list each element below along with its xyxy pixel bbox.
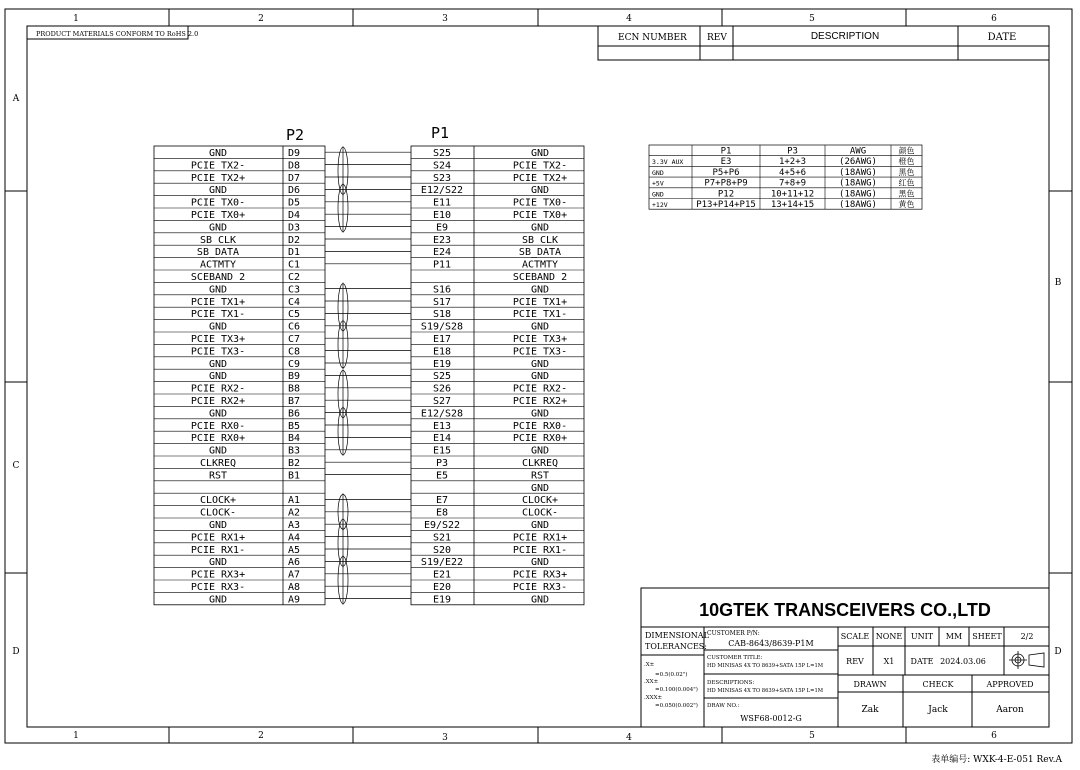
p1-signal-name: GND [530, 482, 550, 494]
p2-pin-number: A1 [287, 495, 301, 507]
dim-tol-label-1: DIMENSIONAL [645, 631, 709, 640]
scale-value: NONE [875, 632, 903, 641]
p2-pin-number: D9 [287, 148, 301, 159]
p1-pin-number: S19/E22 [420, 557, 464, 569]
p2-signal-name: PCIE RX3+ [190, 569, 246, 581]
power-table-cell: (18AWG) [839, 189, 877, 200]
p2-pin-number: C6 [287, 321, 301, 333]
p2-pin-number: D7 [287, 172, 301, 184]
descriptions: HD MINISAS 4X TO 8639+SATA 15P L=1M [707, 688, 824, 694]
rev-value: X1 [883, 657, 895, 666]
bottom-col-5: 5 [809, 731, 815, 741]
p2-pin-number: B3 [287, 445, 301, 457]
form-number: 表单编号: WXK-4-E-051 Rev.A [931, 755, 1062, 765]
p1-pin-number: P11 [432, 259, 452, 271]
p1-pin-number: S25 [432, 148, 452, 159]
right-row-d: D [1054, 647, 1062, 657]
approved-label: APPROVED [986, 680, 1034, 689]
p2-signal-name: PCIE RX3- [190, 582, 246, 593]
p1-pin-number: E9/S22 [423, 520, 461, 531]
p1-signal-name: GND [530, 408, 550, 420]
p2-pin-number: D4 [287, 210, 301, 221]
p1-signal-name: PCIE TX1+ [512, 296, 568, 308]
p1-pin-number: E20 [432, 582, 452, 593]
p1-signal-name: GND [530, 148, 550, 159]
p2-pin-number: D5 [287, 197, 301, 209]
tol-1-label: .X± [644, 662, 655, 668]
bottom-col-1: 1 [73, 731, 79, 741]
p2-signal-name: PCIE RX1- [190, 544, 246, 556]
dim-tol-label-2: TOLERANCES: [645, 642, 707, 651]
p2-pin-number: A3 [287, 520, 301, 531]
p1-signal-name: GND [530, 321, 550, 333]
p1-signal-name: PCIE RX3+ [512, 569, 568, 581]
p1-signal-name: PCIE TX0- [512, 197, 568, 209]
power-table [649, 145, 922, 210]
power-table-cell: 红色 [898, 178, 915, 188]
date-label: DATE [910, 657, 934, 666]
p2-signal-name: GND [208, 371, 228, 383]
p1-pin-number: E12/S28 [420, 408, 464, 420]
bottom-col-3: 3 [442, 733, 448, 743]
company-name: 10GTEK TRANSCEIVERS CO.,LTD [699, 600, 991, 620]
p2-signal-name: PCIE TX3+ [190, 334, 246, 345]
power-table-cell: 黑色 [898, 189, 915, 199]
p2-pin-number: C7 [287, 334, 301, 345]
p1-pin-number: S21 [432, 532, 452, 544]
p2-signal-name: PCIE TX2- [190, 160, 246, 172]
p1-pin-number: E8 [435, 507, 449, 519]
p2-signal-name: PCIE RX2+ [190, 396, 246, 407]
power-table-cell: E3 [720, 157, 732, 168]
rev-label: REV [846, 657, 864, 666]
power-table-cell: 1+2+3 [778, 157, 807, 168]
p2-pin-number: D2 [287, 234, 301, 246]
p2-signal-name: GND [208, 557, 228, 569]
p1-signal-name: PCIE TX1- [512, 309, 568, 321]
p1-pin-number: S27 [432, 396, 452, 407]
draw-no-label: DRAW NO.: [707, 703, 740, 709]
p2-signal-name: PCIE TX1+ [190, 296, 246, 308]
p2-signal-name: GND [208, 148, 228, 159]
p2-pin-number: D3 [287, 222, 301, 234]
p2-signal-name: RST [208, 470, 228, 482]
p2-signal-name: GND [208, 358, 228, 370]
p2-pin-number: A9 [287, 594, 301, 606]
p2-pin-number: D1 [287, 247, 301, 259]
p1-signal-name: CLKREQ [521, 458, 559, 469]
right-row-b: B [1054, 278, 1062, 288]
p2-pin-number: C4 [287, 296, 301, 308]
power-table-header: P1 [720, 146, 732, 157]
rohs-note: PRODUCT MATERIALS CONFORM TO RoHS 2.0 [36, 30, 199, 38]
p1-signal-name: GND [530, 520, 550, 531]
unit-value: MM [945, 632, 963, 641]
p2-signal-name: PCIE RX0- [190, 420, 246, 432]
p2-pin-number: C2 [287, 272, 301, 283]
tol-2-value: =0.100(0.004") [655, 687, 698, 693]
top-col-4: 4 [626, 14, 632, 24]
p1-signal-name: PCIE TX3+ [512, 334, 568, 345]
p1-signal-name: SB_DATA [518, 247, 562, 259]
p1-signal-name: GND [530, 557, 550, 569]
customer-title: HD MINISAS 4X TO 8639+SATA 15P L=1M [707, 663, 824, 669]
top-col-1: 1 [73, 14, 79, 24]
left-row-d: D [12, 647, 20, 657]
p2-signal-name: SCEBAND 2 [190, 272, 246, 283]
p1-signal-name: GND [530, 222, 550, 234]
p2-signal-name: PCIE RX1+ [190, 532, 246, 544]
p1-signal-name: PCIE RX1+ [512, 532, 568, 544]
p1-pin-number: S20 [432, 544, 452, 556]
p1-signal-name: RST [530, 470, 550, 482]
sheet-value: 2/2 [1020, 632, 1034, 641]
p2-pin-number: B6 [287, 408, 301, 420]
p2-pin-number: B8 [287, 383, 301, 395]
top-col-5: 5 [809, 14, 815, 24]
power-table-cell: (18AWG) [839, 167, 877, 178]
p1-signal-name: GND [530, 185, 550, 197]
p2-signal-name: GND [208, 594, 228, 606]
p2-pin-number: D8 [287, 160, 301, 172]
unit-label: UNIT [910, 632, 934, 641]
p2-signal-name: PCIE RX2- [190, 383, 246, 395]
p1-pin-number: E10 [432, 210, 452, 221]
p1-pin-number: S25 [432, 371, 452, 383]
p2-signal-name: GND [208, 321, 228, 333]
p2-pin-number: C8 [287, 346, 301, 358]
p1-pin-number: E19 [432, 358, 452, 370]
customer-pn: CAB-8643/8639-P1M [728, 639, 814, 648]
p2-signal-name: GND [208, 408, 228, 420]
power-table-cell: (26AWG) [839, 157, 877, 168]
p1-signal-name: PCIE RX0+ [512, 433, 568, 445]
power-table-cell: 10+11+12 [770, 189, 815, 200]
p1-signal-name: PCIE TX2+ [512, 172, 568, 184]
power-table-cell: 4+5+6 [778, 167, 807, 178]
tol-2-label: .XX± [644, 679, 659, 685]
p1-pin-number: E17 [432, 334, 452, 345]
p2-signal-name: PCIE TX0- [190, 197, 246, 209]
bottom-col-4: 4 [626, 733, 632, 743]
check-label: CHECK [922, 680, 954, 689]
p1-pin-number: E15 [432, 445, 452, 457]
p1-pin-number: E9 [435, 222, 449, 234]
p2-signal-name: GND [208, 520, 228, 531]
p2-pin-number: A6 [287, 557, 301, 569]
power-table-cell: P13+P14+P15 [696, 200, 756, 210]
p1-pin-number: S24 [432, 160, 452, 172]
draw-no: WSF68-0012-G [740, 714, 802, 723]
customer-pn-label: CUSTOMER P/N: [707, 630, 760, 637]
power-table-header: AWG [849, 146, 867, 157]
power-table-cell: 3.3V AUX [652, 158, 684, 167]
p1-signal-name: ACTMTY [521, 259, 559, 271]
power-table-cell: 黑色 [898, 167, 915, 177]
p2-signal-name: SB_CLK [199, 234, 237, 246]
top-col-3: 3 [442, 14, 448, 24]
p1-signal-name: PCIE RX3- [512, 582, 568, 593]
p2-pin-number: B4 [287, 433, 301, 445]
date-value: 2024.03.06 [940, 657, 986, 666]
p2-signal-name: CLKREQ [199, 458, 237, 469]
p1-pin-number: E11 [432, 197, 452, 209]
p1-pin-number: S17 [432, 296, 452, 308]
p2-signal-name: PCIE TX0+ [190, 210, 246, 221]
p1-pin-number: E5 [435, 470, 449, 482]
left-row-c: C [12, 461, 20, 471]
power-table-cell: GND [652, 190, 664, 199]
p1-signal-name: GND [530, 358, 550, 370]
p1-pin-number: S18 [432, 309, 452, 321]
power-table-cell: +5V [652, 179, 664, 188]
p2-signal-name: ACTMTY [199, 259, 237, 271]
p2-pin-number: C3 [287, 284, 301, 296]
sheet-label: SHEET [972, 632, 1002, 641]
p1-signal-name: SB_CLK [521, 234, 559, 246]
tol-3-label: .XXX± [644, 695, 663, 701]
p2-signal-name: CLOCK- [199, 507, 237, 519]
tol-1-value: =0.5(0.02") [655, 672, 688, 678]
p2-signal-name: GND [208, 445, 228, 457]
descriptions-label: DESCRIPTIONS: [707, 680, 755, 686]
p1-signal-name: PCIE RX2- [512, 383, 568, 395]
p2-pin-number: C5 [287, 309, 301, 321]
drawn-label: DRAWN [853, 680, 887, 689]
power-table-header: 颜色 [898, 146, 915, 156]
p1-signal-name: PCIE RX0- [512, 420, 568, 432]
p1-signal-name: CLOCK- [521, 507, 559, 519]
p2-pin-number: A2 [287, 507, 301, 519]
rev-table-ecn: ECN NUMBER [618, 33, 687, 43]
top-col-6: 6 [991, 14, 997, 24]
p1-pin-number: E19 [432, 594, 452, 606]
p1-header: P1 [430, 124, 450, 142]
p1-pin-number: E13 [432, 420, 452, 432]
check-name: Jack [928, 705, 948, 715]
p1-pin-number: S26 [432, 383, 452, 395]
p2-pin-number: B5 [287, 420, 301, 432]
power-table-cell: +12V [652, 201, 668, 209]
p1-pin-number: E7 [435, 495, 449, 507]
p2-pin-number: C9 [287, 358, 301, 370]
p1-signal-name: PCIE RX2+ [512, 396, 568, 407]
p2-pin-number: B2 [287, 458, 301, 469]
bottom-col-2: 2 [258, 731, 264, 741]
power-table-cell: (18AWG) [839, 200, 877, 210]
p1-pin-number: S19/S28 [420, 321, 464, 333]
power-table-cell: GND [652, 168, 664, 177]
projection-symbol-icon [1009, 651, 1044, 669]
power-table-header: P3 [787, 146, 798, 157]
power-table-cell: 黄色 [898, 200, 915, 209]
p1-signal-name: GND [530, 594, 550, 606]
p1-signal-name: PCIE TX2- [512, 160, 568, 172]
power-table-cell: (18AWG) [839, 178, 877, 189]
bottom-col-6: 6 [991, 731, 997, 741]
p2-signal-name: PCIE TX1- [190, 309, 246, 321]
p2-signal-name: GND [208, 222, 228, 234]
p2-header: P2 [285, 126, 305, 144]
drawn-name: Zak [861, 705, 879, 715]
p1-pin-number: P3 [435, 458, 449, 469]
p1-signal-name: GND [530, 284, 550, 296]
scale-label: SCALE [840, 632, 870, 641]
top-col-2: 2 [258, 14, 264, 24]
p2-signal-name: GND [208, 185, 228, 197]
p1-pin-number: E23 [432, 234, 452, 246]
p2-pin-number: B1 [287, 470, 301, 482]
p2-pin-number: A8 [287, 582, 301, 593]
p2-pin-number: A4 [287, 532, 301, 544]
p1-pin-number: E21 [432, 569, 452, 581]
power-table-cell: 13+14+15 [770, 200, 815, 210]
p2-signal-name: CLOCK+ [199, 495, 237, 507]
p1-signal-name: PCIE TX0+ [512, 210, 568, 221]
p2-pin-number: A5 [287, 544, 301, 556]
p1-pin-number: E14 [432, 433, 452, 445]
p1-signal-name: PCIE RX1- [512, 544, 568, 556]
p2-pin-number: A7 [287, 569, 301, 581]
rev-table-date: DATE [987, 32, 1017, 43]
p2-pin-table [154, 146, 325, 605]
p1-signal-name: SCEBAND 2 [512, 272, 568, 283]
p1-pin-number: S23 [432, 172, 452, 184]
p2-pin-number: B7 [287, 396, 301, 407]
approved-name: Aaron [996, 705, 1024, 715]
wire-harness [325, 146, 411, 604]
power-table-cell: P5+P6 [712, 167, 740, 178]
p2-pin-number: C1 [287, 259, 301, 271]
power-table-cell: 橙色 [898, 157, 915, 167]
p1-pin-table [411, 146, 584, 605]
p1-pin-number: E24 [432, 247, 452, 259]
power-table-cell: P12 [717, 189, 735, 200]
p2-signal-name: PCIE TX2+ [190, 172, 246, 184]
tol-3-value: =0.050(0.002") [655, 703, 698, 709]
p1-pin-number: E12/S22 [420, 185, 464, 197]
p1-signal-name: GND [530, 445, 550, 457]
p2-signal-name: PCIE RX0+ [190, 433, 246, 445]
rev-table-description: DESCRIPTION [810, 31, 880, 42]
p2-signal-name: GND [208, 284, 228, 296]
p1-signal-name: CLOCK+ [521, 495, 559, 507]
p1-signal-name: PCIE TX3- [512, 346, 568, 358]
p2-signal-name: SB_DATA [196, 247, 240, 259]
p1-pin-number: S16 [432, 284, 452, 296]
left-row-a: A [12, 94, 20, 104]
p2-pin-number: D6 [287, 185, 301, 197]
customer-title-label: CUSTOMER TITLE: [707, 655, 763, 661]
power-table-cell: P7+P8+P9 [704, 178, 748, 189]
p2-signal-name: PCIE TX3- [190, 346, 246, 358]
rev-table-rev: REV [707, 33, 727, 43]
power-table-cell: 7+8+9 [778, 178, 807, 189]
p1-pin-number: E18 [432, 346, 452, 358]
p2-pin-number: B9 [287, 371, 301, 383]
p1-signal-name: GND [530, 371, 550, 383]
